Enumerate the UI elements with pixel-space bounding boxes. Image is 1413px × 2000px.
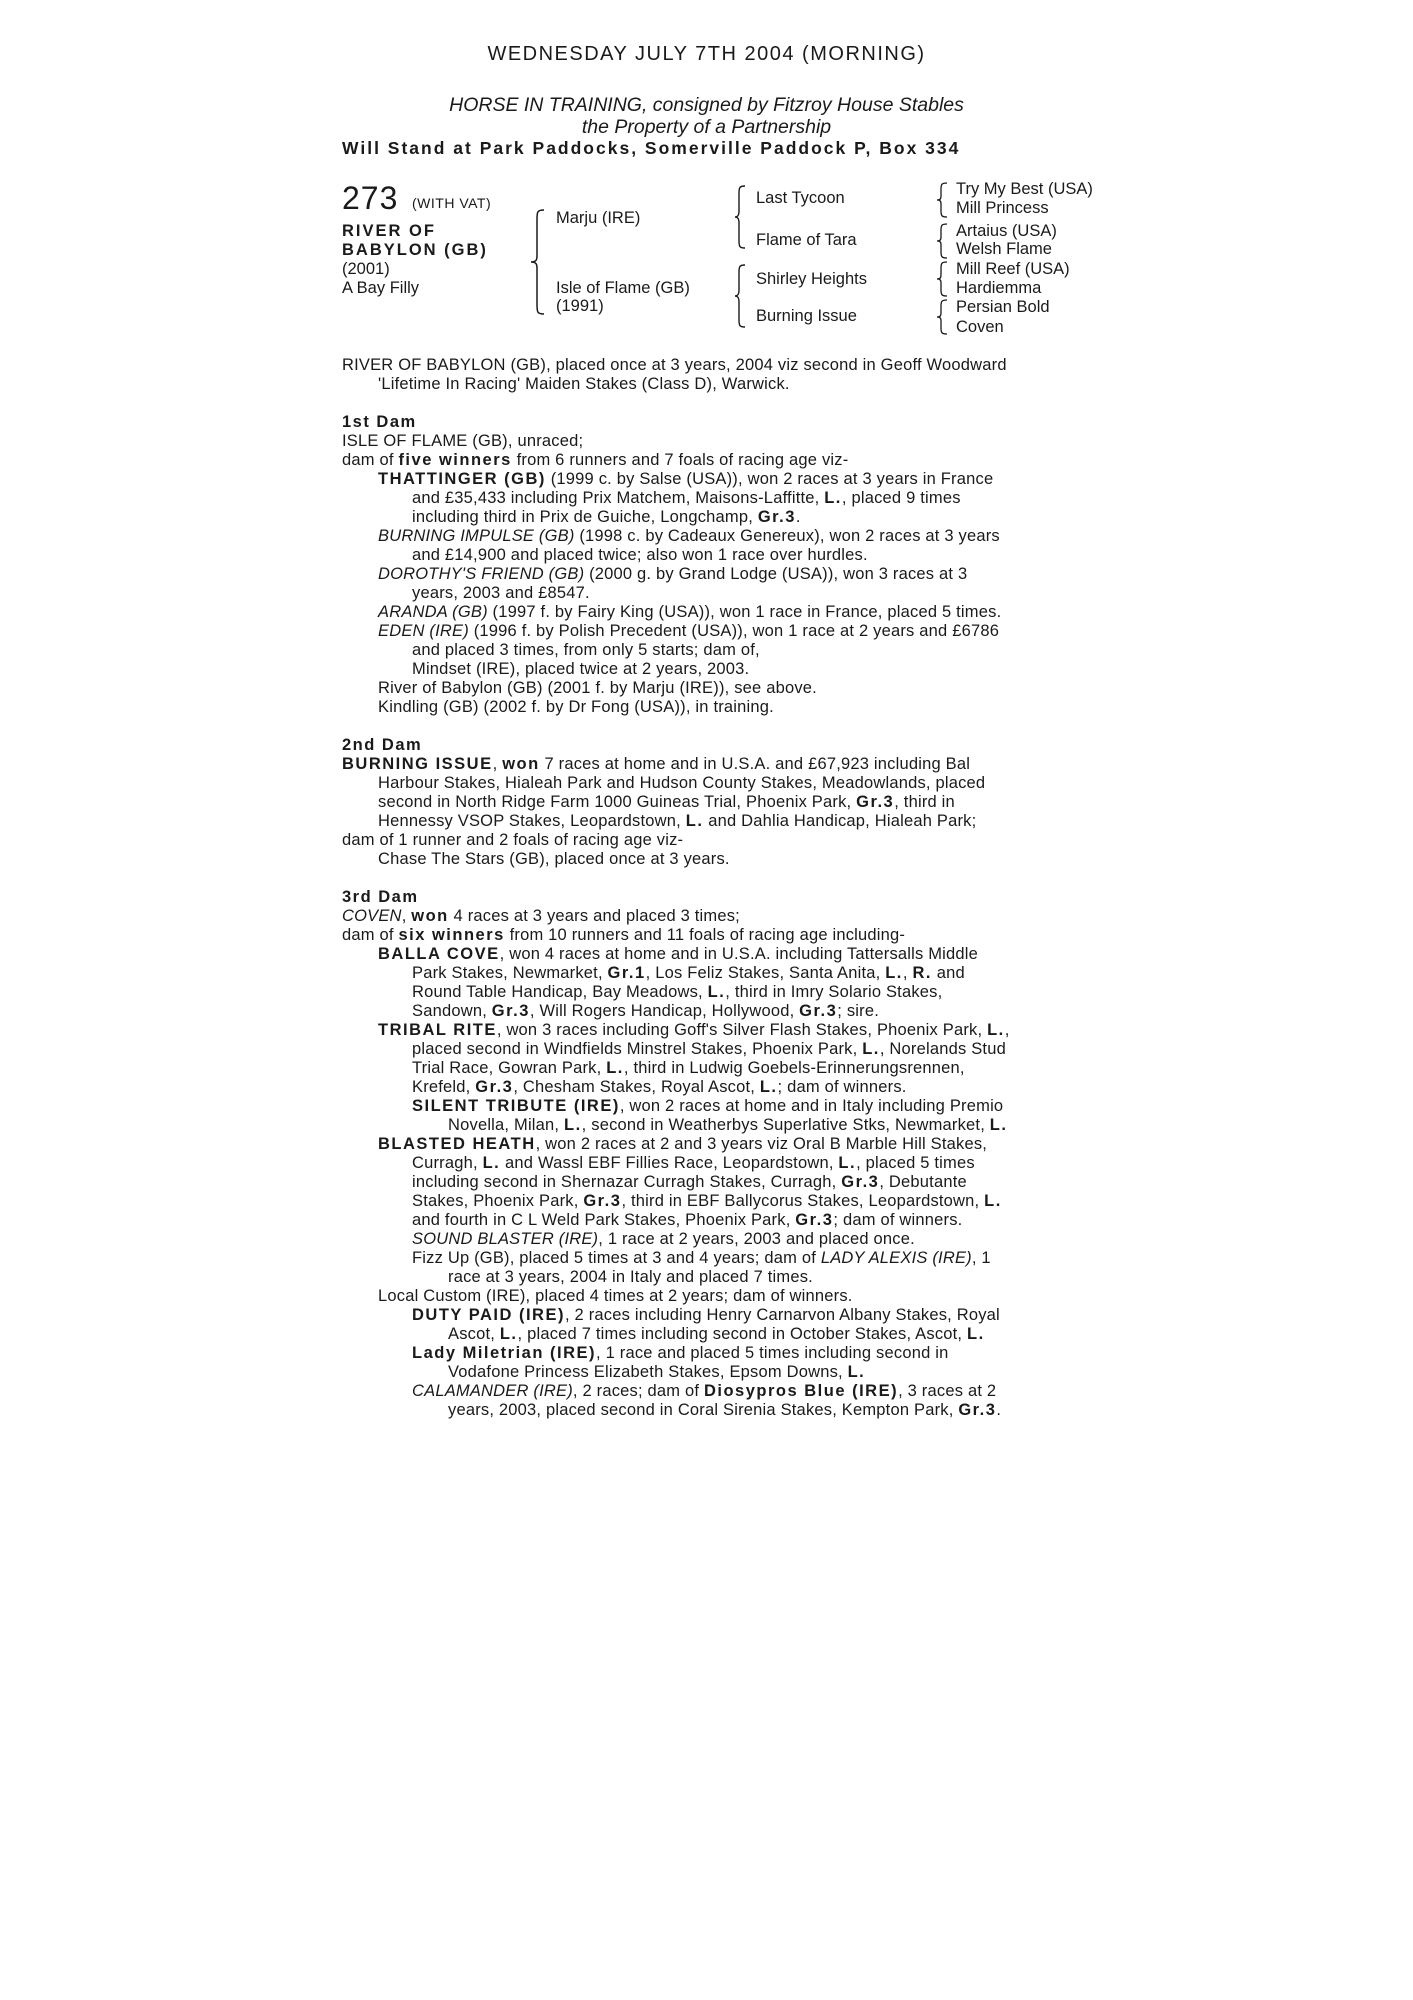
pedigree-brace-2 <box>734 184 746 250</box>
horse-year: (2001) <box>342 260 390 278</box>
lot-number: 273 <box>342 180 399 216</box>
consignment-block <box>0 94 1413 138</box>
text-line: COVEN, won 4 races at 3 years and placed 3 times; <box>342 907 740 925</box>
text-line: Vodafone Princess Elizabeth Stakes, Epsom Downs, L. <box>448 1363 866 1381</box>
pedigree-sire: Marju (IRE) <box>556 209 641 227</box>
vat-note: (WITH VAT) <box>412 195 492 211</box>
text-line: Ascot, L., placed 7 times including second in October Stakes, Ascot, L. <box>448 1325 985 1343</box>
pedigree-g7: Persian Bold <box>956 298 1050 316</box>
pedigree-dam-year: (1991) <box>556 297 604 315</box>
text-line: and fourth in C L Weld Park Stakes, Phoenix Park, Gr.3; dam of winners. <box>412 1211 963 1229</box>
pedigree-brace-5 <box>936 222 948 260</box>
text-line: and £35,433 including Prix Matchem, Maisons-Laffitte, L., placed 9 times <box>412 489 961 507</box>
text-line: placed second in Windfields Minstrel Stakes, Phoenix Park, L., Norelands Stud <box>412 1040 1006 1058</box>
pedigree-brace-3 <box>734 263 746 329</box>
text-line: years, 2003, placed second in Coral Sirenia Stakes, Kempton Park, Gr.3. <box>448 1401 1002 1419</box>
text-line: Sandown, Gr.3, Will Rogers Handicap, Hollywood, Gr.3; sire. <box>412 1002 880 1020</box>
produce-entry: SILENT TRIBUTE (IRE), won 2 races at home and in Italy including Premio <box>412 1097 1004 1115</box>
first-dam-heading: 1st Dam <box>342 413 417 431</box>
consignment-line: HORSE IN TRAINING, consigned by Fitzroy House Stables <box>449 94 964 116</box>
pedigree-g1: Try My Best (USA) <box>956 180 1093 198</box>
produce-entry: Local Custom (IRE), placed 4 times at 2 years; dam of winners. <box>378 1287 853 1305</box>
text-line: Krefeld, Gr.3, Chesham Stakes, Royal Ascot, L.; dam of winners. <box>412 1078 907 1096</box>
sale-date: WEDNESDAY JULY 7TH 2004 (MORNING) <box>487 43 926 65</box>
produce-entry: DUTY PAID (IRE), 2 races including Henry Carnarvon Albany Stakes, Royal <box>412 1306 1000 1324</box>
pedigree-brace-7 <box>936 298 948 336</box>
pedigree-dam-sire: Shirley Heights <box>756 270 867 288</box>
text-line: ISLE OF FLAME (GB), unraced; <box>342 432 584 450</box>
text-line: dam of 1 runner and 2 foals of racing age viz- <box>342 831 684 849</box>
pedigree-g8: Coven <box>956 318 1004 336</box>
produce-entry: BALLA COVE, won 4 races at home and in U.S.A. including Tattersalls Middle <box>378 945 979 963</box>
produce-entry: BURNING IMPULSE (GB) (1998 c. by Cadeaux Genereux), won 2 races at 3 years <box>378 527 1000 545</box>
produce-entry: River of Babylon (GB) (2001 f. by Marju (IRE)), see above. <box>378 679 817 697</box>
pedigree-brace-6 <box>936 260 948 298</box>
second-dam-heading: 2nd Dam <box>342 736 423 754</box>
produce-entry: Fizz Up (GB), placed 5 times at 3 and 4 years; dam of LADY ALEXIS (IRE), 1 <box>412 1249 991 1267</box>
produce-entry: EDEN (IRE) (1996 f. by Polish Precedent (USA)), won 1 race at 2 years and £6786 <box>378 622 1000 640</box>
text-line: Round Table Handicap, Bay Meadows, L., third in Imry Solario Stakes, <box>412 983 943 1001</box>
text-line: Harbour Stakes, Hialeah Park and Hudson County Stakes, Meadowlands, placed <box>378 774 986 792</box>
text-line: Park Stakes, Newmarket, Gr.1, Los Feliz Stakes, Santa Anita, L., R. and <box>412 964 965 982</box>
pedigree-g5: Mill Reef (USA) <box>956 260 1070 278</box>
produce-entry: TRIBAL RITE, won 3 races including Goff's Silver Flash Stakes, Phoenix Park, L., <box>378 1021 1010 1039</box>
horse-name: RIVER OF BABYLON (GB) <box>342 222 488 259</box>
pedigree-brace-1 <box>530 208 546 316</box>
pedigree-dam-dam: Burning Issue <box>756 307 857 325</box>
text-line: Mindset (IRE), placed twice at 2 years, 2003. <box>412 660 750 678</box>
horse-description: A Bay Filly <box>342 279 420 297</box>
text-line: Novella, Milan, L., second in Weatherbys Superlative Stks, Newmarket, L. <box>448 1116 1008 1134</box>
intro-line: 'Lifetime In Racing' Maiden Stakes (Class D), Warwick. <box>378 375 790 393</box>
produce-entry: Chase The Stars (GB), placed once at 3 years. <box>378 850 730 868</box>
text-line: dam of five winners from 6 runners and 7 foals of racing age viz- <box>342 451 849 469</box>
pedigree-dam: Isle of Flame (GB) <box>556 279 690 297</box>
property-line: the Property of a Partnership <box>581 116 832 138</box>
text-line: Trial Race, Gowran Park, L., third in Ludwig Goebels-Erinnerungsrennen, <box>412 1059 965 1077</box>
produce-entry: Kindling (GB) (2002 f. by Dr Fong (USA)), in training. <box>378 698 774 716</box>
produce-entry: CALAMANDER (IRE), 2 races; dam of Diosypros Blue (IRE), 3 races at 2 <box>412 1382 997 1400</box>
text-line: years, 2003 and £8547. <box>412 584 590 602</box>
pedigree-sire-sire: Last Tycoon <box>756 189 845 207</box>
text-line: Hennessy VSOP Stakes, Leopardstown, L. and Dahlia Handicap, Hialeah Park; <box>378 812 977 830</box>
pedigree-g4: Welsh Flame <box>956 240 1052 258</box>
produce-entry: ARANDA (GB) (1997 f. by Fairy King (USA)), won 1 race in France, placed 5 times. <box>378 603 1002 621</box>
pedigree-g2: Mill Princess <box>956 199 1049 217</box>
produce-entry: Lady Miletrian (IRE), 1 race and placed 5 times including second in <box>412 1344 949 1362</box>
pedigree-brace-4 <box>936 181 948 219</box>
pedigree-g6: Hardiemma <box>956 279 1042 297</box>
text-line: Curragh, L. and Wassl EBF Fillies Race, Leopardstown, L., placed 5 times <box>412 1154 975 1172</box>
pedigree-sire-dam: Flame of Tara <box>756 231 857 249</box>
produce-entry: BLASTED HEATH, won 2 races at 2 and 3 years viz Oral B Marble Hill Stakes, <box>378 1135 988 1153</box>
produce-entry: SOUND BLASTER (IRE), 1 race at 2 years, 2003 and placed once. <box>412 1230 915 1248</box>
catalogue-body <box>342 356 1082 1420</box>
text-line: BURNING ISSUE, won 7 races at home and in U.S.A. and £67,923 including Bal <box>342 755 971 773</box>
text-line: and placed 3 times, from only 5 starts; dam of, <box>412 641 760 659</box>
text-line: race at 3 years, 2004 in Italy and placed 7 times. <box>448 1268 813 1286</box>
text-line: including second in Shernazar Curragh Stakes, Curragh, Gr.3, Debutante <box>412 1173 967 1191</box>
produce-entry: DOROTHY'S FRIEND (GB) (2000 g. by Grand Lodge (USA)), won 3 races at 3 <box>378 565 968 583</box>
text-line: Stakes, Phoenix Park, Gr.3, third in EBF Ballycorus Stakes, Leopardstown, L. <box>412 1192 1002 1210</box>
text-line: and £14,900 and placed twice; also won 1 race over hurdles. <box>412 546 868 564</box>
text-line: including third in Prix de Guiche, Longchamp, Gr.3. <box>412 508 801 526</box>
produce-entry: THATTINGER (GB) (1999 c. by Salse (USA)), won 2 races at 3 years in France <box>378 470 994 488</box>
stand-location: Will Stand at Park Paddocks, Somerville Paddock P, Box 334 <box>342 138 961 158</box>
text-line: dam of six winners from 10 runners and 11 foals of racing age including- <box>342 926 906 944</box>
third-dam-heading: 3rd Dam <box>342 888 419 906</box>
intro-line: RIVER OF BABYLON (GB), placed once at 3 years, 2004 viz second in Geoff Woodward <box>342 356 1007 374</box>
text-line: second in North Ridge Farm 1000 Guineas Trial, Phoenix Park, Gr.3, third in <box>378 793 955 811</box>
pedigree-g3: Artaius (USA) <box>956 222 1057 240</box>
